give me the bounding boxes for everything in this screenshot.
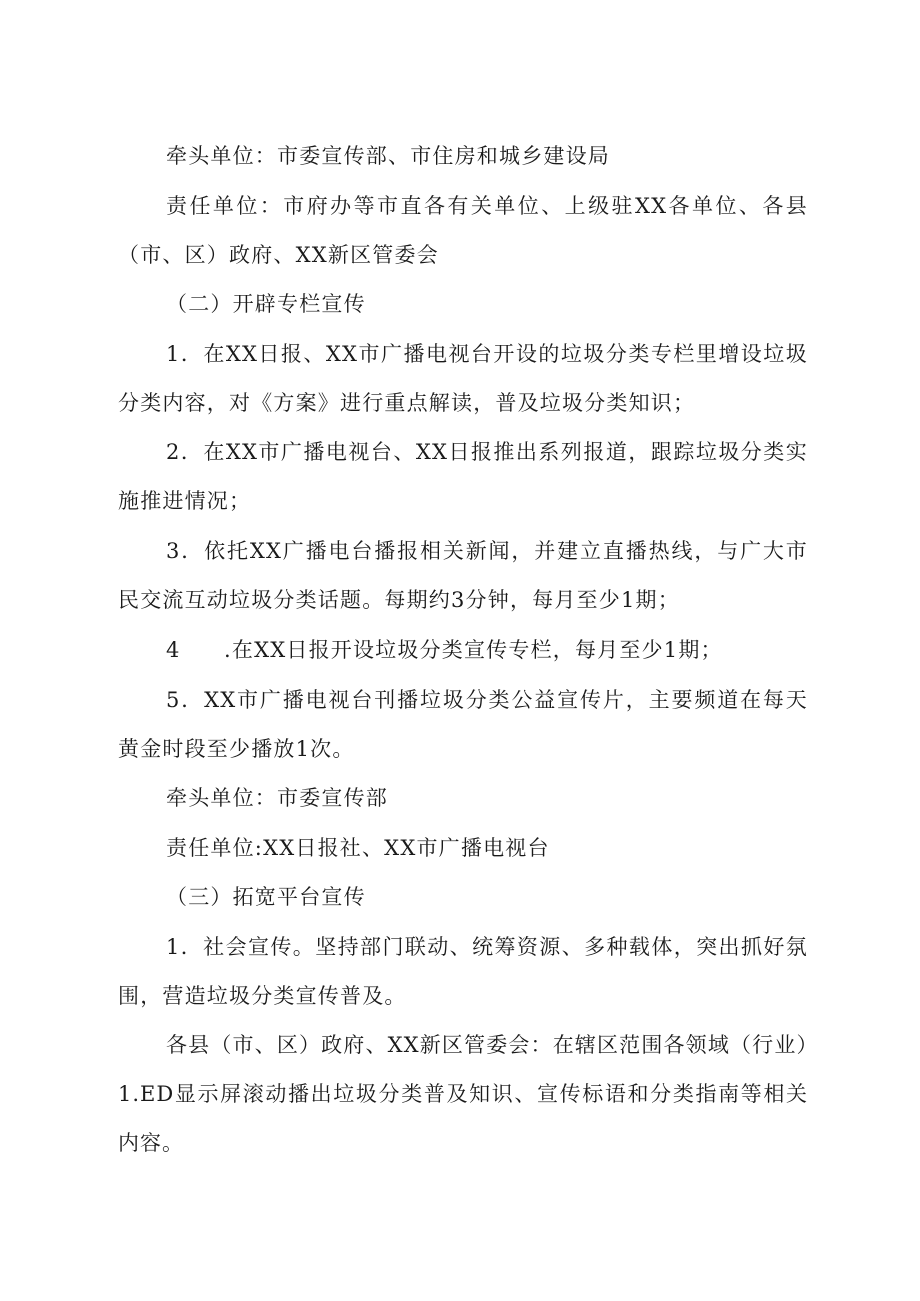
responsible-unit-line-1: 责任单位：市府办等市直各有关单位、上级驻XX各单位、各县（市、区）政府、XX新区管委会	[118, 194, 808, 267]
list-item-4-text: .在XX日报开设垃圾分类宣传专栏，每月至少1期；	[224, 638, 723, 662]
list-item-5: 5．XX市广播电视台刊播垃圾分类公益宣传片，主要频道在每天黄金时段至少播放1次。	[118, 688, 808, 761]
list-item-2: 2．在XX市广播电视台、XX日报推出系列报道，跟踪垃圾分类实施推进情况；	[118, 440, 808, 513]
list-item-4-number: 4	[166, 638, 181, 662]
list-item-3: 3．依托XX广播电台播报相关新闻，并建立直播热线，与广大市民交流互动垃圾分类话题。每期约3分钟，每月至少1期；	[118, 539, 808, 612]
social-promotion-item: 1．社会宣传。坚持部门联动、统筹资源、多种载体，突出抓好氛围，营造垃圾分类宣传普及。	[118, 935, 808, 1008]
lead-unit-line-2: 牵头单位：市委宣传部	[166, 786, 388, 810]
list-item-4	[118, 626, 808, 675]
section-heading-2: （二）开辟专栏宣传	[166, 292, 366, 316]
lead-unit-line-1: 牵头单位：市委宣传部、市住房和城乡建设局	[166, 144, 610, 168]
responsible-unit-line-2: 责任单位:XX日报社、XX市广播电视台	[166, 836, 550, 860]
section-heading-3: （三）拓宽平台宣传	[166, 885, 366, 909]
list-item-1: 1．在XX日报、XX市广播电视台开设的垃圾分类专栏里增设垃圾分类内容，对《方案》进行重点解读，普及垃圾分类知识；	[118, 342, 808, 415]
county-government-paragraph: 各县（市、区）政府、XX新区管委会：在辖区范围各领域（行业）1.ED显示屏滚动播出垃圾分类普及知识、宣传标语和分类指南等相关内容。	[118, 1033, 808, 1155]
